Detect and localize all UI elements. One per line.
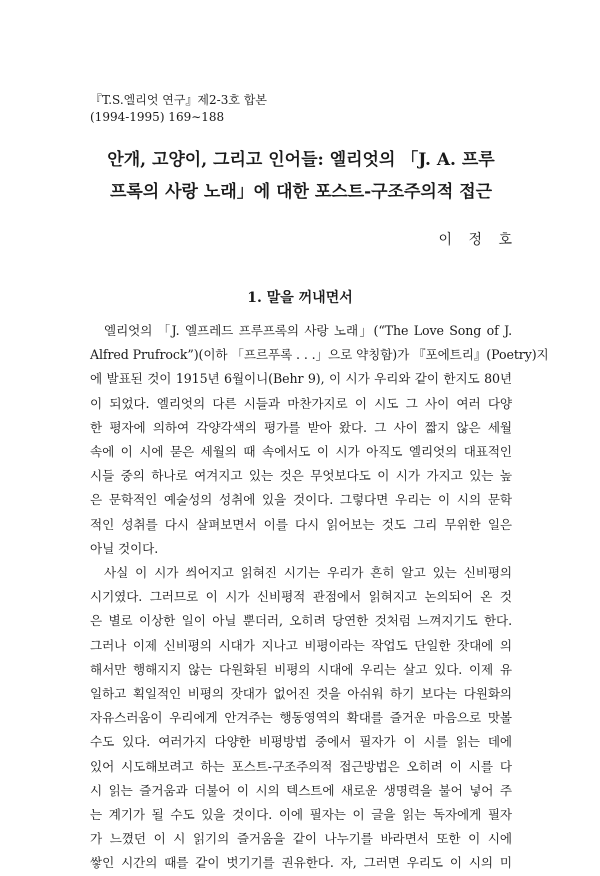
text-line: 는 계기가 될 수도 있을 것이다. 이에 필자는 이 글을 읽는 독자에게 필자	[90, 807, 512, 823]
text-line: 해서만 행해지지 않는 다원화된 비평의 시대에 우리는 살고 있다. 이제 유	[90, 661, 512, 677]
text-line: Alfred Prufrock”)(이하 「프르푸록 . . .」으로 약칭함)가 『포에트리』(Poetry)지	[90, 347, 549, 363]
paragraph-1	[90, 319, 549, 561]
text-line: 가 느꼈던 이 시 읽기의 즐거움을 같이 나누기를 바라면서 또한 이 시에	[90, 831, 512, 847]
text-line: 아닐 것이다.	[90, 540, 159, 556]
text-line: 시 읽는 즐거움과 더불어 이 시의 텍스트에 새로운 생명력을 불어 넣어 주	[90, 782, 512, 798]
text-line: 그러나 이제 신비평의 시대가 지나고 비평이라는 작업도 단일한 잣대에 의	[90, 637, 512, 653]
author-name: 이 정 호	[438, 232, 518, 248]
text-line: 사실 이 시가 씌어지고 읽혀진 시기는 우리가 흔히 알고 있는 신비평의	[104, 565, 512, 581]
text-line: 은 문학적인 예술성의 성취에 있을 것이다. 그렇다면 우리는 이 시의 문학	[90, 492, 512, 508]
text-line: 시들 중의 하나로 여겨지고 있는 것은 무엇보다도 이 시가 가지고 있는 높	[90, 468, 512, 484]
text-line: 엘리엇의 「J. 엘프레드 프루프록의 사랑 노래」(“The Love Song of J.	[104, 323, 512, 338]
text-line: 한 평자에 의하여 각양각색의 평가를 받아 왔다. 그 사이 짧지 않은 세월	[90, 419, 512, 435]
text-line: 속에 이 시에 묻은 세월의 때 속에서도 이 시가 아직도 엘리엇의 대표적인	[90, 444, 512, 460]
journal-citation: (1994-1995) 169∼188	[90, 110, 225, 124]
text-line: 은 별로 이상한 일이 아닐 뿐더러, 오히려 당연한 것처럼 느껴지기도 한다.	[90, 613, 512, 629]
title-line-1: 안개, 고양이, 그리고 인어들: 엘리엇의 「J. A. 프루	[107, 150, 495, 170]
title-line-2: 프록의 사랑 노래」에 대한 포스트-구조주의적 접근	[109, 182, 493, 202]
text-line: 시기였다. 그러므로 이 시가 신비평적 관점에서 읽혀지고 논의되어 온 것	[90, 589, 512, 605]
text-line: 일하고 획일적인 비평의 잣대가 없어진 것을 아쉬워 하기 보다는 다원화의	[90, 686, 512, 702]
paragraph-2	[90, 561, 512, 876]
article-title	[86, 144, 516, 208]
text-line: 에 발표된 것이 1915년 6월이니(Behr 9), 이 시가 우리와 같이 한지도 80년	[90, 371, 512, 387]
section-heading: 1. 말을 꺼내면서	[247, 290, 353, 306]
text-line: 쌓인 시간의 때를 같이 벗기기를 권유한다. 자, 그러면 우리도 이 시의 미	[90, 855, 512, 871]
journal-header	[90, 92, 267, 126]
text-line: 이 되었다. 엘리엇의 다른 시들과 마찬가지로 이 시도 그 사이 여러 다양	[90, 395, 512, 411]
text-line: 적인 성취를 다시 살펴보면서 이를 다시 읽어보는 것도 그리 무위한 일은	[90, 516, 512, 532]
text-line: 수도 있다. 여러가지 다양한 비평방법 중에서 필자가 이 시를 읽는 데에	[90, 734, 512, 750]
text-line: 자유스러움이 우리에게 안겨주는 행동영역의 확대를 즐거운 마음으로 맛볼	[90, 710, 512, 726]
article-body	[90, 319, 549, 876]
text-line: 있어 시도해보려고 하는 포스트-구조주의적 접근방법은 오히려 이 시를 다	[90, 758, 512, 774]
journal-name: 『T.S.엘리엇 연구』제2-3호 합본	[90, 93, 267, 107]
